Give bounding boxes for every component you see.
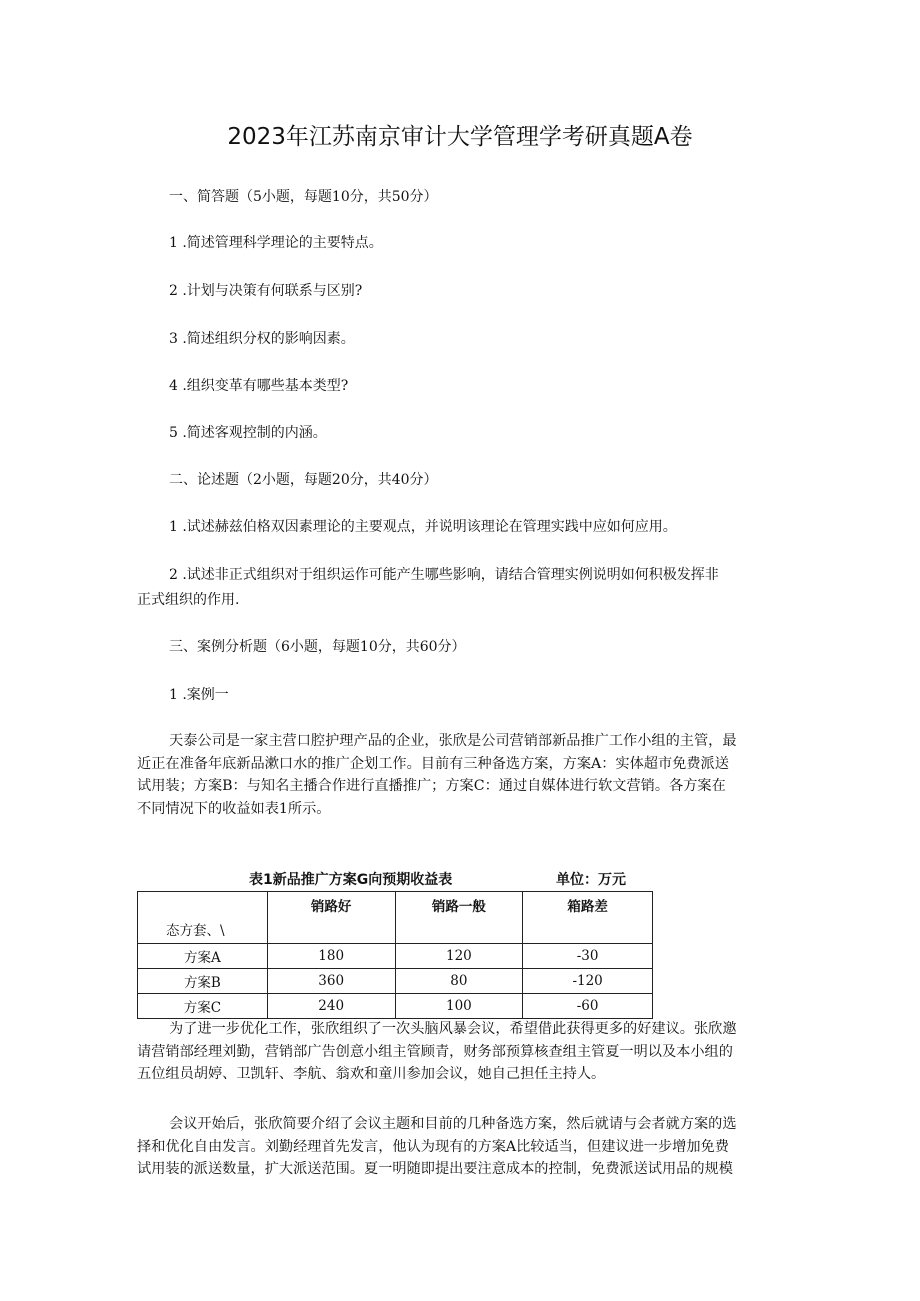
paragraph-line: 试用装；方案B：与知名主播合作进行直播推广；方案C：通过自媒体进行软文营销。各方案在 [137, 778, 726, 794]
question-1-3: 3 .简述组织分权的影响因素。 [169, 331, 355, 347]
question-1-5: 5 .简述客观控制的内涵。 [169, 425, 327, 441]
question-1-4: 4 .组织变革有哪些基本类型? [169, 378, 349, 394]
paragraph-line: 近正在准备年底新品漱口水的推广企划工作。目前有三种备选方案，方案A：实体超市免费派送 [137, 755, 729, 772]
table-caption: 表1新品推广方案G向预期收益表 [249, 872, 453, 888]
paragraph-line: 择和优化自由发言。刘勤经理首先发言，他认为现有的方案A比较适当，但建议进一步增加免费 [137, 1138, 729, 1155]
table-cell: 100 [395, 994, 523, 1019]
paragraph-line: 天泰公司是一家主营口腔护理产品的企业，张欣是公司营销部新品推广工作小组的主管，最 [169, 733, 737, 749]
table-cell: 180 [267, 944, 395, 969]
paragraph-line: 为了进一步优化工作，张欣组织了一次头脑风暴会议，希望借此获得更多的好建议。张欣邀 [169, 1021, 737, 1037]
table-row [138, 994, 653, 1019]
table-cell: 120 [395, 944, 523, 969]
case-paragraph-1 [137, 730, 787, 820]
question-2-1: 1 .试述赫兹伯格双因素理论的主要观点，并说明该理论在管理实践中应如何应用。 [169, 519, 677, 535]
case-paragraph-2 [137, 1018, 787, 1086]
table-cell: 80 [395, 969, 523, 994]
table-unit: 单位：万元 [556, 872, 626, 888]
revenue-table [137, 891, 653, 1019]
paragraph-line: 会议开始后，张欣简要介绍了会议主题和目前的几种备选方案，然后就请与会者就方案的选 [169, 1116, 737, 1132]
paragraph-line: 五位组员胡婷、卫凯轩、李航、翁欢和童川参加会议，她自己担任主持人。 [137, 1066, 606, 1082]
table-row [138, 944, 653, 969]
question-2-2-line2: 正式组织的作用. [137, 592, 240, 608]
table-row [138, 969, 653, 994]
table-cell: -120 [523, 969, 653, 994]
question-1-2: 2 .计划与决策有何联系与区别? [169, 283, 363, 299]
paragraph-line: 试用装的派送数量，扩大派送范围。夏一明随即提出要注意成本的控制，免费派送试用品的规模 [137, 1161, 733, 1177]
table-cell: -30 [523, 944, 653, 969]
row-label: 方案B [138, 969, 268, 994]
paragraph-line: 请营销部经理刘勤，营销部广告创意小组主管顾青，财务部预算核查组主管夏一明以及本小组的 [137, 1043, 733, 1060]
column-header: 销路一般 [395, 892, 523, 944]
row-label: 方案A [138, 944, 268, 969]
row-label: 方案C [138, 994, 268, 1019]
case-paragraph-3 [137, 1113, 787, 1181]
paragraph-line: 不同情况下的收益如表1所示。 [137, 800, 331, 817]
table-header-row [138, 892, 653, 944]
case-title: 1 .案例一 [169, 687, 229, 703]
document-title: 2023年江苏南京审计大学管理学考研真题A卷 [227, 124, 693, 150]
question-2-2-line1: 2 .试述非正式组织对于组织运作可能产生哪些影响，请结合管理实例说明如何积极发挥非 [169, 567, 719, 583]
table-corner-label: 态方套、\ [138, 892, 268, 944]
table-cell: 360 [267, 969, 395, 994]
table-cell: 240 [267, 994, 395, 1019]
section3-heading: 三、案例分析题（6小题，每题10分，共60分） [169, 639, 466, 655]
column-header: 箱路差 [523, 892, 653, 944]
section2-heading: 二、论述题（2小题，每题20分，共40分） [169, 472, 438, 488]
section1-heading: 一、简答题（5小题，每题10分，共50分） [169, 189, 438, 205]
question-1-1: 1 .简述管理科学理论的主要特点。 [169, 235, 383, 251]
table-cell: -60 [523, 994, 653, 1019]
column-header: 销路好 [267, 892, 395, 944]
